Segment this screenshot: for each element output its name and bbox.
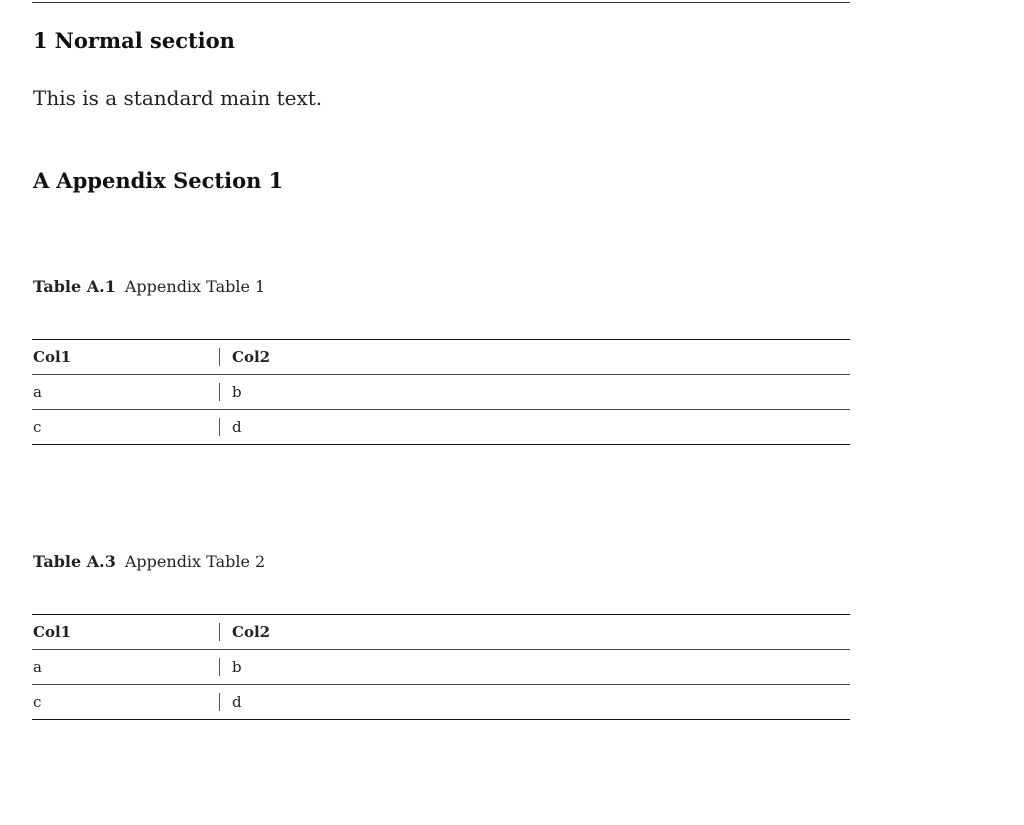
appendix-table-1 bbox=[32, 339, 850, 445]
table-cell: d bbox=[217, 410, 850, 445]
table-row bbox=[32, 375, 850, 410]
table-header-row bbox=[32, 615, 850, 650]
table-cell: d bbox=[217, 685, 850, 720]
section-heading-appendix bbox=[33, 169, 283, 193]
table-caption-label: Table A.3 bbox=[33, 552, 116, 571]
table-cell: b bbox=[217, 375, 850, 410]
table-row bbox=[32, 685, 850, 720]
table-cell: a bbox=[33, 658, 42, 676]
table-cell: a bbox=[33, 383, 42, 401]
table-cell: b bbox=[217, 650, 850, 685]
section-number: A bbox=[33, 168, 50, 193]
column-header: Col2 bbox=[217, 340, 850, 375]
table-cell: c bbox=[33, 418, 42, 436]
section-title: Appendix Section 1 bbox=[56, 168, 284, 193]
table-header-row bbox=[32, 340, 850, 375]
table-caption-2 bbox=[33, 552, 265, 572]
table-row bbox=[32, 650, 850, 685]
section-number: 1 bbox=[33, 28, 48, 53]
table-cell: c bbox=[33, 693, 42, 711]
column-header: Col1 bbox=[33, 623, 72, 641]
column-header: Col2 bbox=[217, 615, 850, 650]
section-title: Normal section bbox=[54, 28, 235, 53]
section-heading-normal bbox=[33, 29, 235, 53]
table-caption-text: Appendix Table 1 bbox=[124, 277, 266, 296]
appendix-table-2 bbox=[32, 614, 850, 720]
table-row bbox=[32, 410, 850, 445]
column-header: Col1 bbox=[33, 348, 72, 366]
table-caption-text: Appendix Table 2 bbox=[124, 552, 266, 571]
main-text-paragraph: This is a standard main text. bbox=[33, 86, 323, 110]
table-caption-1 bbox=[33, 277, 265, 297]
table-caption-label: Table A.1 bbox=[33, 277, 116, 296]
header-rule bbox=[32, 2, 850, 3]
